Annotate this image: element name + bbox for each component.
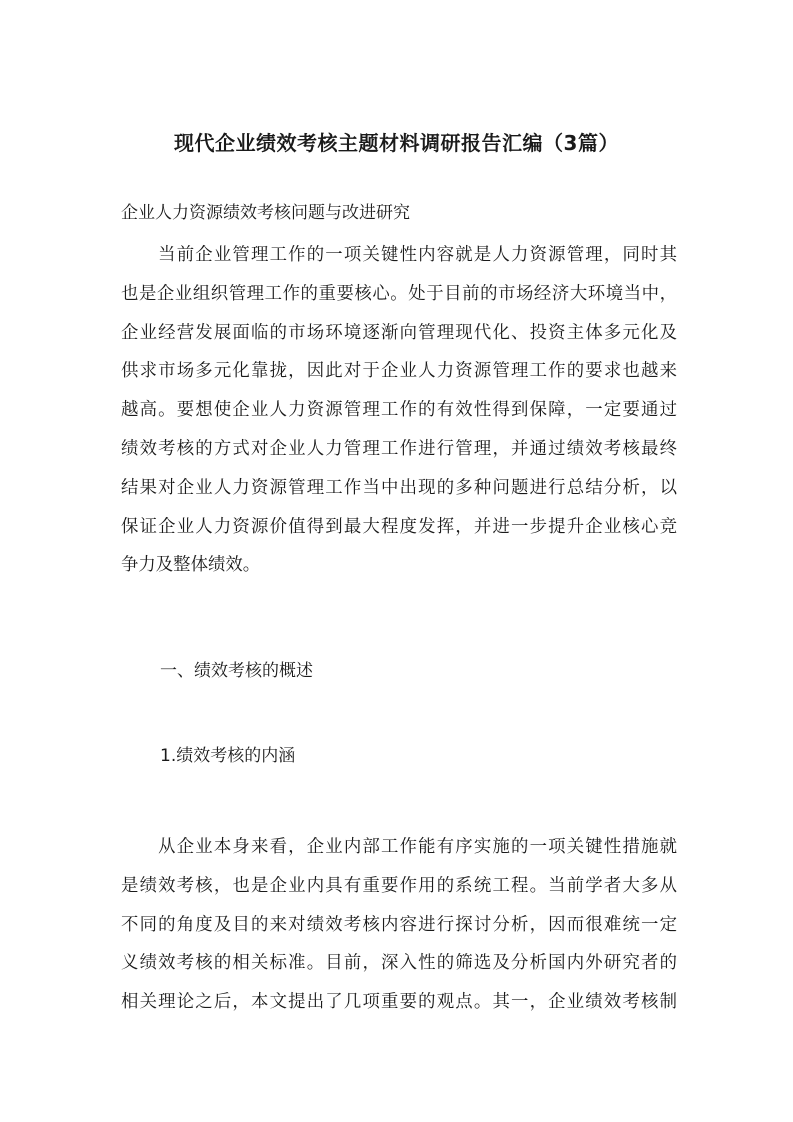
paragraph-line: 相关理论之后，本文提出了几项重要的观点。其一，企业绩效考核制	[121, 992, 677, 1013]
subsection-heading: 1.绩效考核的内涵	[160, 746, 296, 766]
paragraph-intro	[121, 236, 677, 585]
paragraph-line: 供求市场多元化靠拢，因此对于企业人力资源管理工作的要求也越来	[121, 361, 677, 382]
paragraph-line: 保证企业人力资源价值得到最大程度发挥，并进一步提升企业核心竞	[121, 516, 677, 537]
paragraph-line: 也是企业组织管理工作的重要核心。处于目前的市场经济大环境当中，	[121, 283, 677, 304]
paragraph-line: 不同的角度及目的来对绩效考核内容进行探讨分析，因而很难统一定	[121, 914, 677, 935]
paragraph-line: 当前企业管理工作的一项关键性内容就是人力资源管理，同时其	[121, 245, 677, 265]
paragraph-definition	[121, 828, 677, 1022]
paragraph-line: 是绩效考核，也是企业内具有重要作用的系统工程。当前学者大多从	[121, 875, 677, 896]
paragraph-line: 争力及整体绩效。	[121, 555, 261, 576]
paragraph-line: 义绩效考核的相关标准。目前，深入性的筛选及分析国内外研究者的	[121, 953, 677, 974]
document-title: 现代企业绩效考核主题材料调研报告汇编（3篇）	[174, 131, 619, 155]
document-subtitle: 企业人力资源绩效考核问题与改进研究	[121, 203, 410, 223]
paragraph-line: 绩效考核的方式对企业人力管理工作进行管理，并通过绩效考核最终	[121, 438, 677, 459]
section-heading: 一、绩效考核的概述	[160, 661, 313, 681]
paragraph-line: 企业经营发展面临的市场环境逐渐向管理现代化、投资主体多元化及	[121, 322, 677, 343]
paragraph-line: 从企业本身来看，企业内部工作能有序实施的一项关键性措施就	[121, 837, 677, 857]
paragraph-line: 越高。要想使企业人力资源管理工作的有效性得到保障，一定要通过	[121, 400, 677, 421]
paragraph-line: 结果对企业人力资源管理工作当中出现的多种问题进行总结分析，以	[121, 477, 677, 498]
